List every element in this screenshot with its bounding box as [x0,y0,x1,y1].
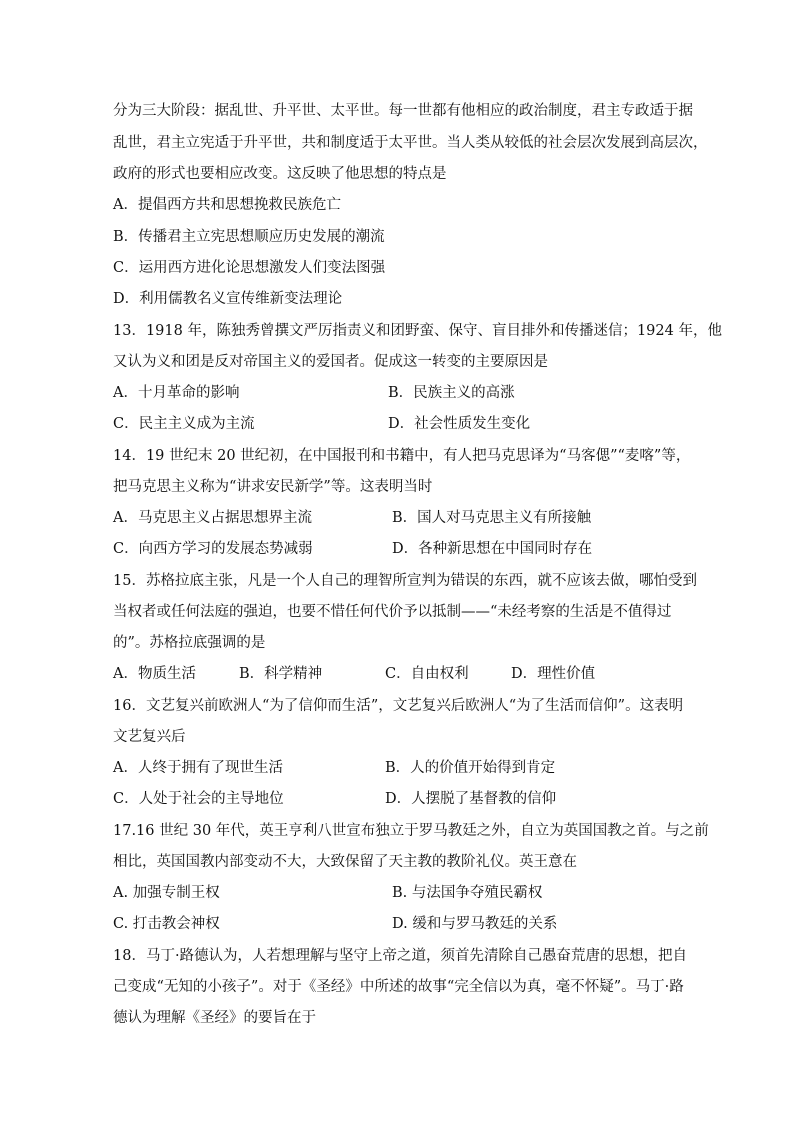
q15-option-d: D．理性价值 [511,666,596,682]
q15-stem-line: 当权者或任何法庭的强迫，也要不惜任何代价予以抵制——“未经考察的生活是不值得过 [113,604,672,620]
q13-option-c: C．民主主义成为主流 [113,416,255,432]
q18-stem-line: 德认为理解《圣经》的要旨在于 [113,1010,316,1026]
q17-option-c: C. 打击教会神权 [113,916,220,932]
q17-stem-line: 相比，英国国教内部变动不大，大致保留了天主教的教阶礼仪。英王意在 [113,854,577,870]
q16-option-a: A．人终于拥有了现世生活 [113,760,283,776]
q14-option-b: B．国人对马克思主义有所接触 [392,510,592,526]
q14-option-d: D．各种新思想在中国同时存在 [392,541,593,557]
q18-stem-line: 己变成“无知的小孩子”。对于《圣经》中所述的故事“完全信以为真，毫不怀疑”。马丁·路 [113,979,684,995]
q12-option-a: A．提倡西方共和思想挽救民族危亡 [113,197,341,213]
q12-text-line: 分为三大阶段：据乱世、升平世、太平世。每一世都有他相应的政治制度，君主专政适于据 [113,103,693,119]
q17-stem-line: 17.16 世纪 30 年代，英王亨利八世宣布独立于罗马教廷之外，自立为英国国教之首。与之前 [113,823,709,839]
q16-stem-line: 文艺复兴后 [113,729,186,745]
q13-option-b: B．民族主义的高涨 [388,385,515,401]
q16-option-b: B．人的价值开始得到肯定 [385,760,556,776]
q15-option-a: A．物质生活 [113,666,196,682]
q15-stem-line: 的”。苏格拉底强调的是 [113,635,266,651]
q12-option-c: C．运用西方进化论思想激发人们变法图强 [113,260,386,276]
q13-stem-line: 又认为义和团是反对帝国主义的爱国者。促成这一转变的主要原因是 [113,354,548,370]
q17-option-b: B. 与法国争夺殖民霸权 [392,885,543,901]
q13-option-a: A．十月革命的影响 [113,385,240,401]
q13-stem-line: 13．1918 年，陈独秀曾撰文严厉指责义和团野蛮、保守、盲目排外和传播迷信；1924 年，他 [113,323,722,339]
q12-option-b: B．传播君主立宪思想顺应历史发展的潮流 [113,229,385,245]
q14-stem-line: 14．19 世纪末 20 世纪初，在中国报刊和书籍中，有人把马克思译为“马客偲”“麦喀”等， [113,448,691,464]
q12-text-line: 乱世，君主立宪适于升平世，共和制度适于太平世。当人类从较低的社会层次发展到高层次， [113,135,708,151]
q17-option-d: D. 缓和与罗马教廷的关系 [392,916,558,932]
q15-stem-line: 15．苏格拉底主张，凡是一个人自己的理智所宣判为错误的东西，就不应该去做，哪怕受到 [113,573,697,589]
q17-option-a: A. 加强专制王权 [113,885,220,901]
q13-option-d: D．社会性质发生变化 [388,416,531,432]
q15-option-b: B．科学精神 [239,666,323,682]
q16-option-c: C．人处于社会的主导地位 [113,791,284,807]
q15-option-c: C．自由权利 [385,666,469,682]
q18-stem-line: 18．马丁·路德认为，人若想理解与坚守上帝之道，须首先清除自己愚奋荒唐的思想，把自 [113,948,688,964]
q14-stem-line: 把马克思主义称为“讲求安民新学”等。这表明当时 [113,479,433,495]
q14-option-a: A．马克思主义占据思想界主流 [113,510,312,526]
q16-option-d: D．人摆脱了基督教的信仰 [385,791,557,807]
q12-text-line: 政府的形式也要相应改变。这反映了他思想的特点是 [113,166,447,182]
q16-stem-line: 16．文艺复兴前欧洲人“为了信仰而生活”，文艺复兴后欧洲人“为了生活而信仰”。这表明 [113,698,684,714]
q14-option-c: C．向西方学习的发展态势减弱 [113,541,313,557]
q12-option-d: D．利用儒教名义宣传维新变法理论 [113,291,343,307]
